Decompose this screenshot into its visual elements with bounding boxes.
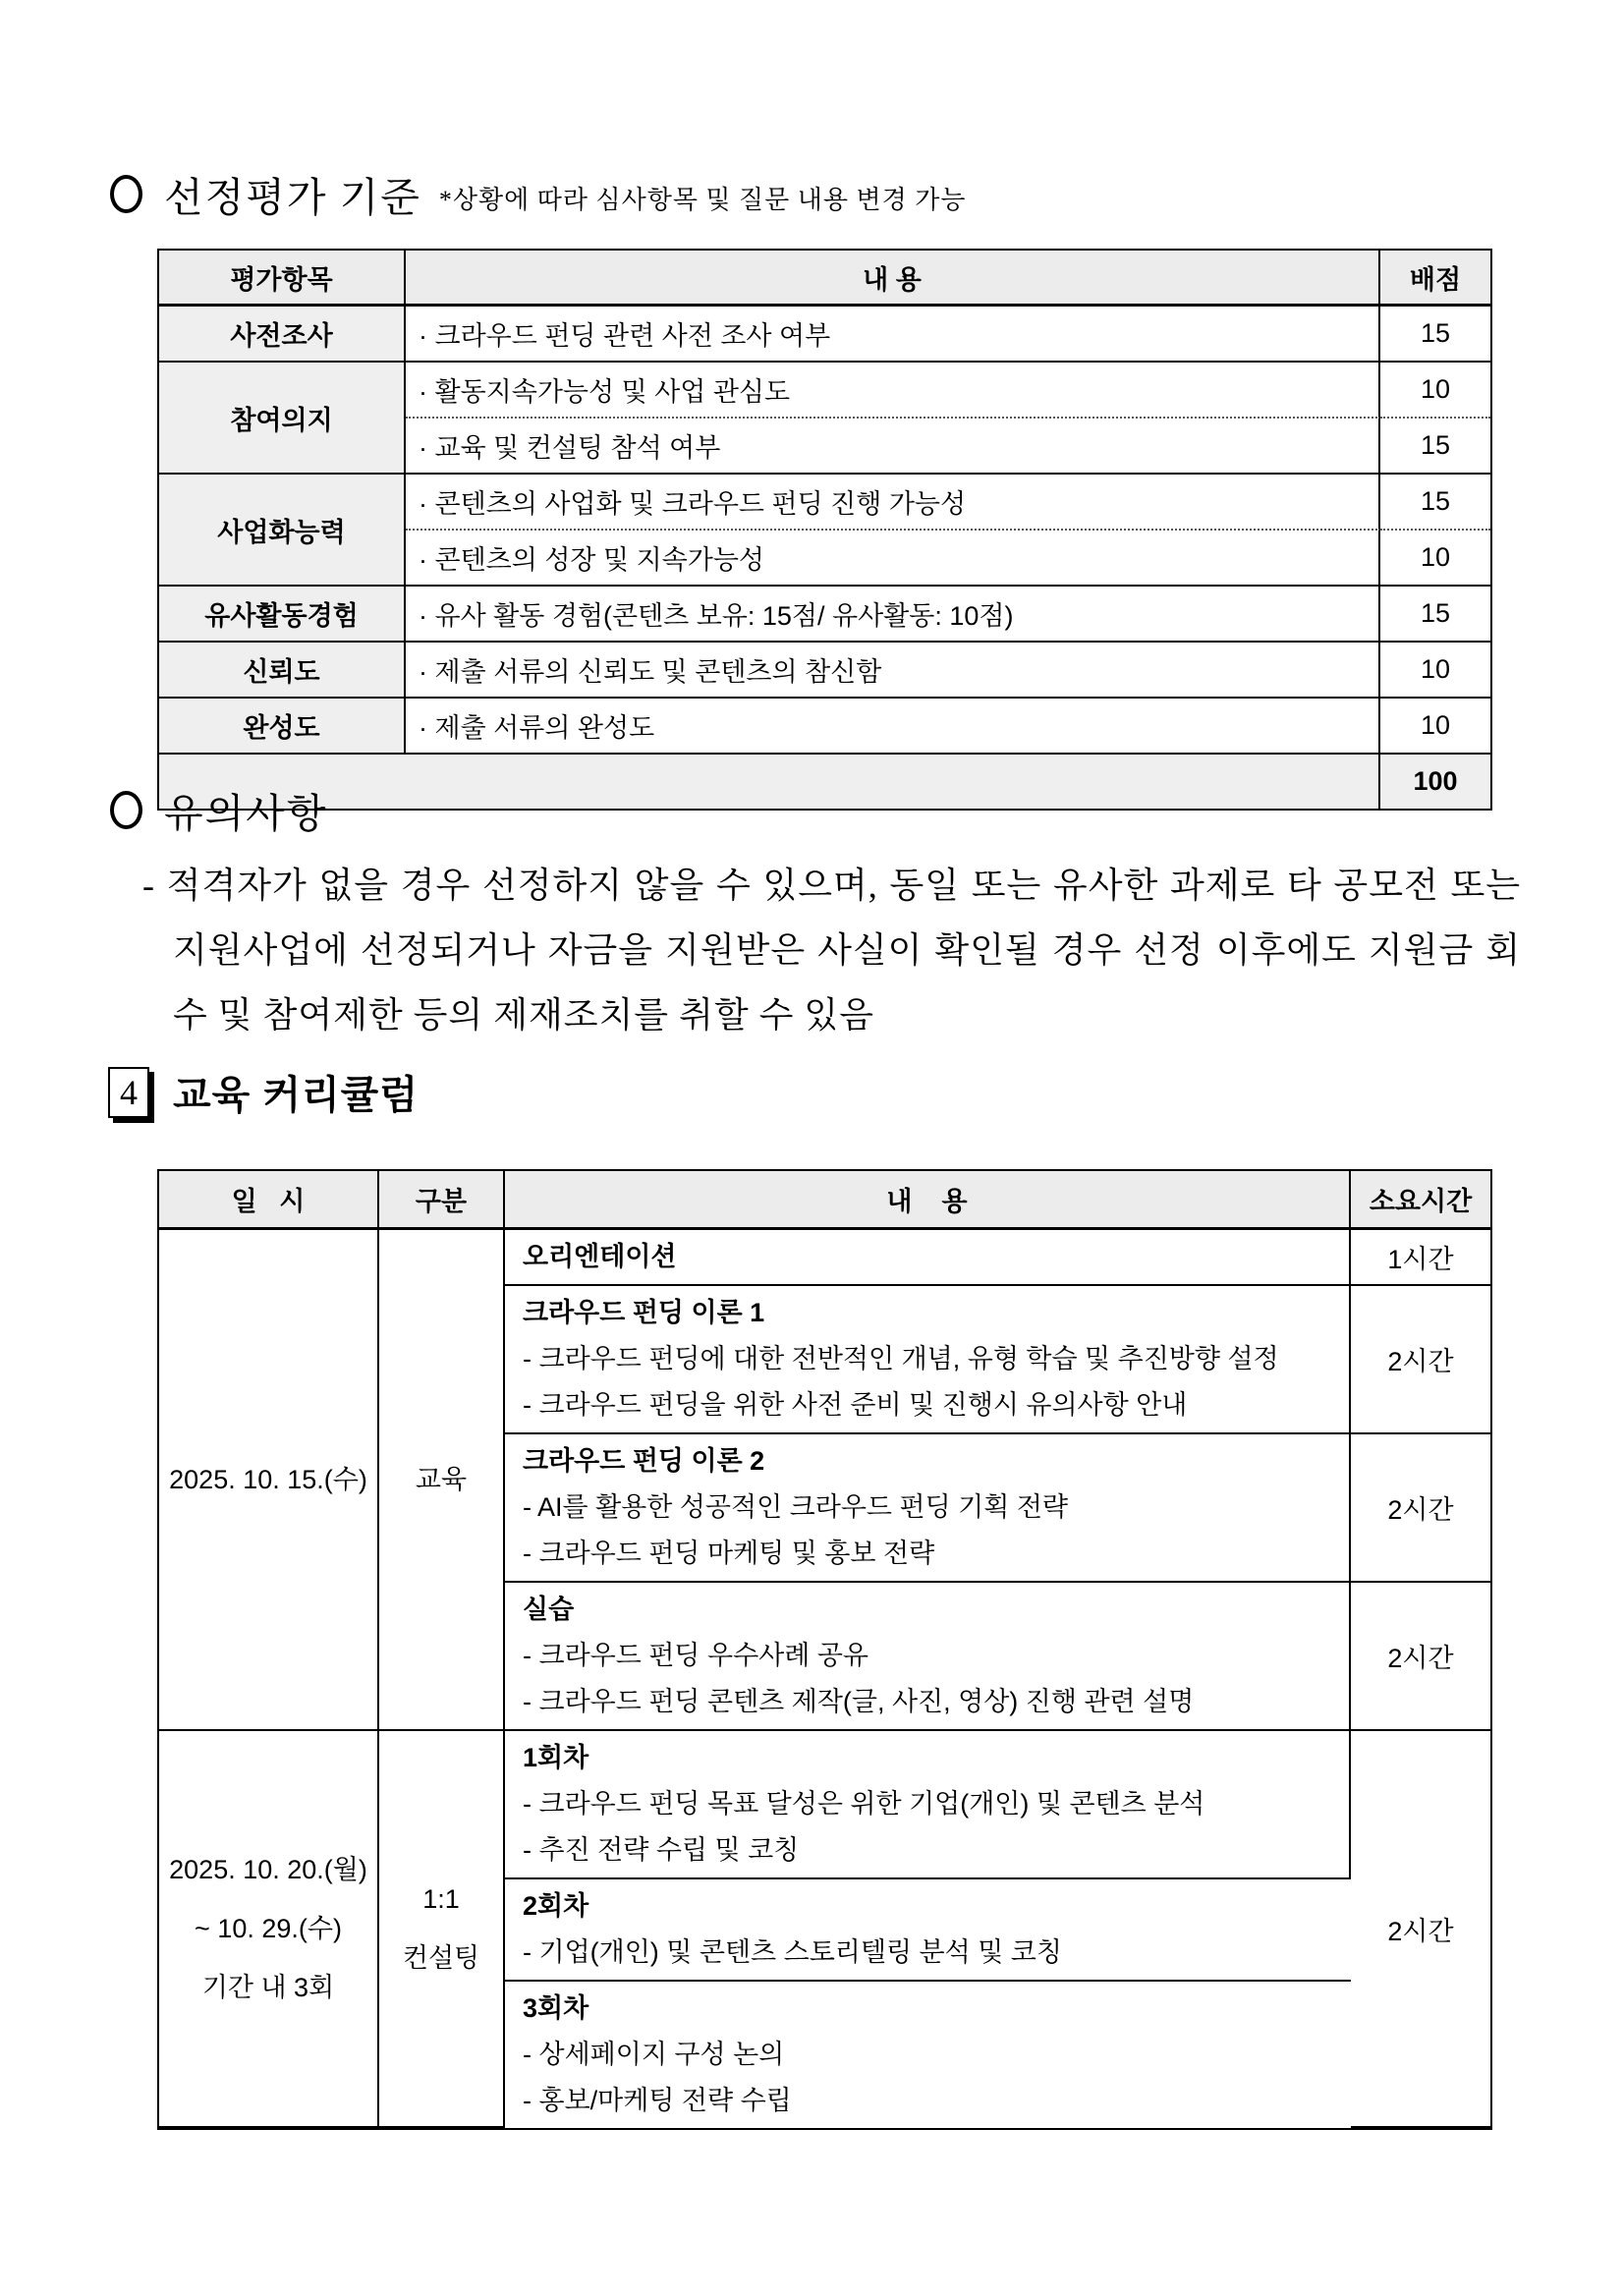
eval-col-content: 내 용: [406, 251, 1380, 307]
table-row: [159, 363, 1490, 419]
eval-col-category: 평가항목: [159, 251, 406, 307]
eval-total-row: [159, 755, 1490, 809]
table-row: [159, 475, 1490, 531]
eval-score: 15: [1380, 587, 1490, 643]
session-type: [379, 1731, 505, 2128]
notice-heading: [110, 781, 327, 839]
eval-score: 10: [1380, 363, 1490, 419]
session-date: [159, 1731, 379, 2128]
curriculum-title: 교육 커리큘럼: [173, 1074, 419, 1117]
session-duration: 2시간: [1351, 1583, 1490, 1731]
session-content: [505, 1731, 1351, 1879]
eval-category: 유사활동경험: [159, 587, 406, 643]
session-date-line: ~ 10. 29.(수): [195, 1914, 342, 1943]
session-type: 교육: [379, 1230, 505, 1731]
session-duration: 2시간: [1351, 1286, 1490, 1434]
cur-col-date: 일 시: [159, 1171, 379, 1230]
eval-category: 신뢰도: [159, 643, 406, 699]
eval-category: 참여의지: [159, 363, 406, 475]
table-row: [159, 587, 1490, 643]
curriculum-table: [157, 1169, 1492, 2130]
eval-category: 완성도: [159, 699, 406, 755]
session-content: [505, 1286, 1351, 1434]
session-date-line: 기간 내 3회: [201, 1973, 335, 2002]
session-title: 크라우드 펀딩 이론 2: [523, 1446, 765, 1476]
session-title: 3회차: [523, 1993, 589, 2023]
selection-criteria-title: 선정평가 기준: [164, 175, 421, 220]
eval-content: · 콘텐츠의 성장 및 지속가능성: [406, 531, 1380, 587]
curriculum-heading: [108, 1064, 419, 1120]
session-detail: - 기업(개인) 및 콘텐츠 스토리텔링 분석 및 코칭: [523, 1937, 1062, 1967]
table-row: [159, 1731, 1490, 1879]
session-date-line: 2025. 10. 20.(월): [169, 1855, 367, 1884]
eval-content: · 교육 및 컨설팅 참석 여부: [406, 419, 1380, 475]
session-detail: - AI를 활용한 성공적인 크라우드 펀딩 기획 전략: [523, 1492, 1068, 1522]
eval-score: 10: [1380, 531, 1490, 587]
curriculum-header-row: [159, 1171, 1490, 1230]
selection-criteria-heading: [110, 165, 966, 223]
session-detail: - 크라우드 펀딩 목표 달성은 위한 기업(개인) 및 콘텐츠 분석: [523, 1789, 1205, 1819]
session-type-line: 컨설팅: [402, 1943, 480, 1973]
session-title: 2회차: [523, 1891, 589, 1921]
eval-content: · 활동지속가능성 및 사업 관심도: [406, 363, 1380, 419]
session-detail: - 크라우드 펀딩을 위한 사전 준비 및 진행시 유의사항 안내: [523, 1390, 1188, 1420]
notice-title: 유의사항: [164, 791, 328, 836]
session-title: 오리엔테이션: [523, 1242, 677, 1271]
cur-col-duration: 소요시간: [1351, 1171, 1490, 1230]
eval-col-score: 배점: [1380, 251, 1490, 307]
eval-total-spacer: [159, 755, 1380, 809]
cur-col-type: 구분: [379, 1171, 505, 1230]
session-detail: - 홍보/마케팅 전략 수립: [523, 2086, 792, 2115]
session-type-line: 1:1: [422, 1884, 460, 1914]
session-duration: 2시간: [1351, 1434, 1490, 1583]
eval-content: · 제출 서류의 신뢰도 및 콘텐츠의 참신함: [406, 643, 1380, 699]
eval-score: 15: [1380, 419, 1490, 475]
eval-category: 사업화능력: [159, 475, 406, 587]
table-row: [159, 307, 1490, 363]
eval-content: · 제출 서류의 완성도: [406, 699, 1380, 755]
circle-bullet-icon: [110, 791, 142, 829]
evaluation-criteria-table: [157, 249, 1492, 811]
session-date: 2025. 10. 15.(수): [159, 1230, 379, 1731]
eval-score: 10: [1380, 699, 1490, 755]
circle-bullet-icon: [110, 175, 142, 213]
session-duration: 1시간: [1351, 1230, 1490, 1286]
session-detail: - 크라우드 펀딩 마케팅 및 홍보 전략: [523, 1539, 935, 1568]
session-content: [505, 1982, 1351, 2128]
session-detail: - 추진 전략 수립 및 코칭: [523, 1835, 800, 1865]
table-row: [159, 699, 1490, 755]
eval-score: 10: [1380, 643, 1490, 699]
session-detail: - 크라우드 펀딩 콘텐츠 제작(글, 사진, 영상) 진행 관련 설명: [523, 1687, 1195, 1716]
session-title: 1회차: [523, 1743, 589, 1772]
session-content: [505, 1230, 1351, 1286]
session-detail: - 크라우드 펀딩에 대한 전반적인 개념, 유형 학습 및 추진방향 설정: [523, 1344, 1279, 1373]
session-content: [505, 1434, 1351, 1583]
session-title: 크라우드 펀딩 이론 1: [523, 1298, 765, 1327]
notice-paragraph: - 적격자가 없을 경우 선정하지 않을 수 있으며, 동일 또는 유사한 과제로 타 공모전 또는 지원사업에 선정되거나 자금을 지원받은 사실이 확인될 경우 선정 이후에도 지원금 회수 및 참여제한 등의 제재조치를 취할 수 있음: [142, 866, 1521, 1035]
table-row: [159, 643, 1490, 699]
selection-criteria-note: *상황에 따라 심사항목 및 질문 내용 변경 가능: [438, 186, 967, 214]
session-detail: - 크라우드 펀딩 우수사례 공유: [523, 1641, 868, 1670]
eval-score: 15: [1380, 307, 1490, 363]
eval-total-score: 100: [1380, 755, 1490, 809]
eval-content: · 유사 활동 경험(콘텐츠 보유: 15점/ 유사활동: 10점): [406, 587, 1380, 643]
session-detail: - 상세페이지 구성 논의: [523, 2040, 785, 2069]
table-row: [159, 1230, 1490, 1286]
eval-header-row: [159, 251, 1490, 307]
eval-category: 사전조사: [159, 307, 406, 363]
session-duration: 2시간: [1351, 1731, 1490, 2128]
session-content: [505, 1879, 1351, 1982]
section-number-box: 4: [108, 1067, 149, 1118]
session-content: [505, 1583, 1351, 1731]
eval-score: 15: [1380, 475, 1490, 531]
cur-col-content: 내 용: [505, 1171, 1351, 1230]
eval-content: · 크라우드 펀딩 관련 사전 조사 여부: [406, 307, 1380, 363]
eval-content: · 콘텐츠의 사업화 및 크라우드 펀딩 진행 가능성: [406, 475, 1380, 531]
session-title: 실습: [523, 1595, 575, 1624]
